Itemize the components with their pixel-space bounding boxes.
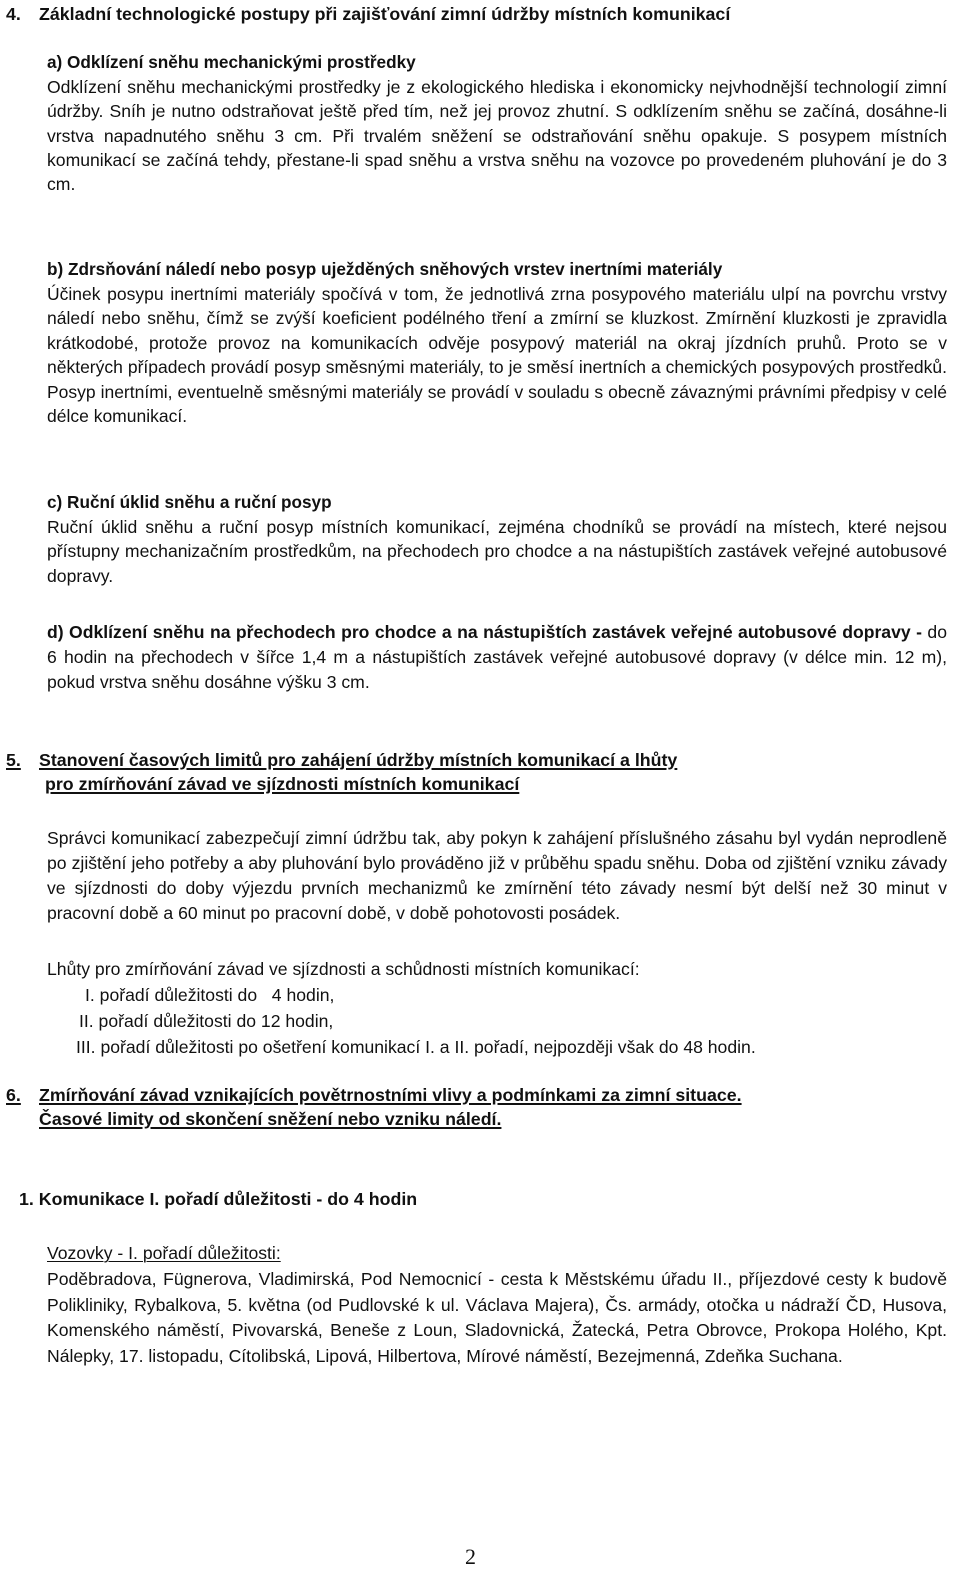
item-d-body: do 6 hodin na přechodech v šířce 1,4 m a nástupištích zastávek veřejné autobusové dopravy (v délce min. 12 m), pokud vrstva sněhu dosáhne výšku 3 cm. [47, 622, 947, 692]
komunikace-1-title: 1. Komunikace I. pořadí důležitosti - do 4 hodin [19, 1189, 418, 1209]
lhuty-intro: Lhůty pro zmírňování závad ve sjízdnosti a schůdnosti místních komunikací: [47, 959, 640, 979]
section-5-title-line2: pro zmírňování závad ve sjízdnosti místních komunikací [45, 774, 520, 794]
komunikace-1-subhead: Vozovky - I. pořadí důležitosti: [47, 1243, 281, 1263]
item-b [47, 257, 947, 428]
item-c [47, 490, 947, 588]
section-5-title-line1: Stanovení časových limitů pro zahájení údržby místních komunikací a lhůty [39, 750, 678, 770]
section-6-title-line2: Časové limity od skončení sněžení nebo vzniku náledí. [39, 1109, 502, 1129]
section-6-heading [6, 1083, 742, 1131]
item-d-title: d) Odklízení sněhu na přechodech pro chodce a na nástupištích zastávek veřejné autobusové dopravy - [47, 622, 922, 642]
section-5-body: Správci komunikací zabezpečují zimní údržbu tak, aby pokyn k zahájení příslušného zásahu byl vydán neprodleně po zjištění jeho potřeby a aby pluhování bylo prováděno již v průběhu spadu sněhu. Doba od zjištění vzniku závady ve sjízdnosti do doby výjezdu prvních mechanizmů ke zmírnění této závady nesmí být delší než 30 minut v pracovní době a 60 minut po pracovní době, v době pohotovosti posádek. [47, 828, 947, 923]
item-b-body: Účinek posypu inertními materiály spočívá v tom, že jednotlivá zrna posypového materiálu ulpí na povrchu vrstvy náledí nebo sněhu, čímž se zvýší koeficient podélného tření a zmírní se kluzkost. Zmírnění kluzkosti je zpravidla krátkodobé, protože provoz na komunikacích odvěje posypový materiál na okraj jízdních pruhů. Proto se v některých případech provádí posyp směsnými materiály, to je směsí inertních a chemických posypových prostředků. Posyp inertními, eventuelně směsnými materiály se provádí v souladu s obecně závaznými právními předpisy v celé délce komunikací. [47, 284, 947, 427]
item-a-body: Odklízení sněhu mechanickými prostředky je z ekologického hlediska i ekonomicky nejvhodnější technologií zimní údržby. Sníh je nutno odstraňovat ještě před tím, než jej provoz zhutní. S odklízením sněhu se začíná, dosáhne-li vrstva napadnutého sněhu 3 cm. Při trvalém sněžení se odstraňování sněhu opakuje. S posypem místních komunikací se začíná tehdy, přestane-li spad sněhu a vrstva sněhu na vozovce po provedeném pluhování je do 3 cm. [47, 77, 947, 195]
item-a-title: a) Odklízení sněhu mechanickými prostředky [47, 52, 416, 72]
section-6-title-line1: Zmírňování závad vznikajících povětrnostními vlivy a podmínkami za zimní situace. [39, 1085, 742, 1105]
section-5-heading [6, 748, 677, 796]
item-d [47, 620, 947, 695]
section-4-title: Základní technologické postupy při zajišťování zimní údržby místních komunikací [39, 4, 731, 24]
section-5-number: 5. [6, 750, 21, 770]
item-c-body: Ruční úklid sněhu a ruční posyp místních komunikací, zejména chodníků se provádí na místech, které nejsou přístupny mechanizačním prostředkům, na přechodech pro chodce a na nástupištích zastávek veřejné autobusové dopravy. [47, 517, 947, 586]
section-6-number: 6. [6, 1085, 21, 1105]
item-b-title: b) Zdrsňování náledí nebo posyp uježděných sněhových vrstev inertními materiály [47, 259, 723, 279]
komunikace-1-body: Poděbradova, Fügnerova, Vladimirská, Pod Nemocnicí - cesta k Městskému úřadu II., příjezdové cesty k budově Polikliniky, Rybalkova, 5. května (od Pudlovské k ul. Václava Majera), Čs. armády, otočka u nádraží ČD, Husova, Komenského náměstí, Pivovarská, Beneše z Loun, Sladovnická, Žatecká, Petra Obrovce, Prokopa Holého, Kpt. Nálepky, 17. listopadu, Cítolibská, Lipová, Hilbertova, Mírové náměstí, Bezejmenná, Zdeňka Suchana. [47, 1269, 947, 1366]
section-4-number: 4. [6, 4, 21, 24]
section-4-heading [6, 2, 730, 26]
page-number: 2 [465, 1544, 476, 1569]
lhuty-item-2: II. pořadí důležitosti do 12 hodin, [79, 1011, 334, 1031]
item-a [47, 50, 947, 196]
lhuty-item-1: I. pořadí důležitosti do 4 hodin, [85, 985, 335, 1005]
lhuty-item-3: III. pořadí důležitosti po ošetření komunikací I. a II. pořadí, nejpozději však do 48 hodin. [76, 1037, 756, 1057]
item-c-title: c) Ruční úklid sněhu a ruční posyp [47, 492, 332, 512]
